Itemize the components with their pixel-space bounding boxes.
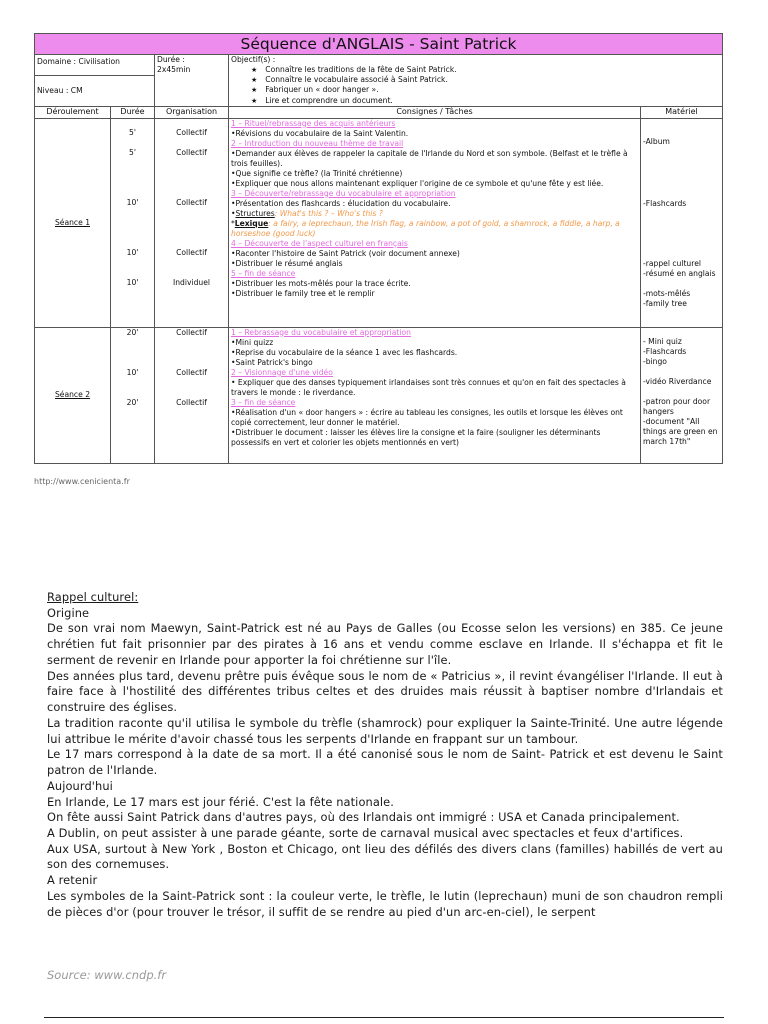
duree-label: Durée : [157, 55, 185, 64]
objectif-item: ★ Connaître le vocabulaire associé à Saint Patrick. [251, 75, 720, 85]
organisation: Collectif [176, 127, 207, 137]
materiel-item: -family tree [643, 298, 687, 308]
structures-line: •Structures: What's this ? – Who's this ? [231, 208, 383, 218]
duration: 20' [126, 327, 139, 337]
seance-1-durations [111, 118, 155, 327]
step-title: 1 – Rebrassage du vocabulaire et appropriation [231, 327, 411, 337]
step-title: 4 – Découverte de l'aspect culturel en français [231, 238, 408, 248]
consigne-line: •Raconter l'histoire de Saint Patrick (voir document annexe) [231, 248, 460, 258]
domaine-label: Domaine : Civilisation [37, 57, 120, 66]
seance-1-consignes [229, 118, 641, 327]
sheet-title: Séquence d'ANGLAIS - Saint Patrick [35, 34, 723, 55]
section-aujourdhui: Aujourd'hui [47, 778, 113, 793]
consigne-line: •Distribuer le résumé anglais [231, 258, 343, 268]
sequence-table [34, 33, 723, 464]
materiel-item: -mots-mêlés [643, 288, 691, 298]
header-organisation: Organisation [155, 107, 229, 119]
paragraph: On fête aussi Saint Patrick dans d'autres pays, où des Irlandais ont immigré : USA et Canada principalement. [47, 810, 680, 825]
step-title: 2 – Visionnage d'une vidéo [231, 367, 333, 377]
seance-1-materiel [641, 118, 723, 327]
objectif-item: ★ Connaître les traditions de la fête de Saint Patrick. [251, 65, 720, 75]
organisation: Collectif [176, 327, 207, 337]
objectifs-cell [229, 55, 723, 107]
source-cndp: Source: www.cndp.fr [47, 968, 167, 982]
materiel-item: -document "All things are green en march 17th" [643, 416, 718, 446]
duree-cell [155, 55, 229, 107]
consigne-line: •Mini quizz [231, 337, 274, 347]
seance-1-label: Séance 1 [35, 118, 111, 327]
materiel-item: -bingo [643, 356, 667, 366]
sequence-sheet [34, 33, 722, 464]
rappel-heading: Rappel culturel: [47, 590, 139, 604]
consigne-line: •Réalisation d'un « door hangers » : écrire au tableau les consignes, les outils et lorsque les élèves ont copié correctement, leur donner le matériel. [231, 407, 623, 427]
step-title: 3 – Découverte/rebrassage du vocabulaire et appropriation [231, 188, 456, 198]
materiel-item: -vidéo Riverdance [643, 376, 712, 386]
step-title: 1 – Rituel/rebrassage des acquis antérieurs [231, 118, 396, 128]
organisation: Collectif [176, 147, 207, 157]
seance-2-label: Séance 2 [35, 327, 111, 463]
paragraph: La tradition raconte qu'il utilisa le symbole du trèfle (shamrock) pour expliquer la Sainte-Trinité. Une autre légende lui attribue le mérite d'avoir chassé tous les serpents d'Irlande en frappant sur un tambour. [47, 715, 723, 746]
paragraph: En Irlande, Le 17 mars est jour férié. C'est la fête nationale. [47, 794, 395, 809]
objectifs-label: Objectif(s) : [231, 55, 276, 64]
consigne-line: •Distribuer le document : laisser les élèves lire la consigne et la faire (souligner les déterminants possessifs en vert et colorier les objets mentionnés en vert) [231, 427, 601, 447]
seance-1-organisations [155, 118, 229, 327]
lexique-line: *Lexique: a fairy, a leprechaun, the Irish flag, a rainbow, a pot of gold, a shamrock, a fiddle, a harp, a horseshoe (good luck) [231, 218, 620, 238]
niveau-label: Niveau : CM [37, 85, 83, 95]
domaine-cell [35, 55, 155, 76]
materiel-item: -rappel culturel [643, 258, 701, 268]
consigne-line: • Expliquer que des danses typiquement irlandaises sont très connues et qu'on en fait des spectacles à travers le monde : le riverdance. [231, 377, 626, 397]
rappel-culturel [47, 590, 723, 920]
duration: 5' [129, 147, 136, 157]
duration: 20' [126, 397, 139, 407]
consigne-line: •Distribuer le family tree et le remplir [231, 288, 375, 298]
consigne-line: •Présentation des flashcards : élucidation du vocabulaire. [231, 198, 451, 208]
seance-2-organisations [155, 327, 229, 463]
consigne-line: •Saint Patrick's bingo [231, 357, 313, 367]
organisation: Individuel [172, 277, 210, 287]
organisation: Collectif [176, 247, 207, 257]
source-link[interactable]: http://www.cenicienta.fr [34, 477, 130, 486]
objectif-item: ★ Fabriquer un « door hanger ». [251, 85, 720, 95]
duree-value: 2x45min [157, 65, 191, 75]
consigne-line: •Expliquer que nous allons maintenant expliquer l'origine de ce symbole et qu'une fête y est liée. [231, 178, 604, 188]
paragraph: De son vrai nom Maewyn, Saint-Patrick est né au Pays de Galles (ou Ecosse selon les versions) en 385. Ce jeune chrétien fut fait prisonnier par des pirates à 16 ans et vendu comme esclave en Irlande. Il s'échappa et fit le serment de revenir en Irlande pour apporter la foi chrétienne sur l'île. [47, 621, 723, 667]
materiel-item: -Flashcards [643, 346, 687, 356]
duration: 10' [126, 367, 139, 377]
objectif-item: ★ Lire et comprendre un document. [251, 96, 720, 106]
organisation: Collectif [176, 197, 207, 207]
duration: 5' [129, 127, 136, 137]
section-retenir: A retenir [47, 873, 98, 888]
step-title: 2 – Introduction du nouveau thème de travail [231, 138, 404, 148]
duration: 10' [126, 197, 139, 207]
header-materiel: Matériel [641, 107, 723, 119]
materiel-item: -résumé en anglais [643, 268, 716, 278]
materiel-item: -Flashcards [643, 198, 687, 208]
seance-2-durations [111, 327, 155, 463]
duration: 10' [126, 247, 139, 257]
step-title: 3 – fin de séance [231, 397, 296, 407]
organisation: Collectif [176, 397, 207, 407]
paragraph: A Dublin, on peut assister à une parade géante, sorte de carnaval musical avec spectacles et feux d'artifices. [47, 826, 684, 841]
seance-2-consignes [229, 327, 641, 463]
consigne-line: •Que signifie ce trèfle? (la Trinité chrétienne) [231, 168, 403, 178]
consigne-line: •Demander aux élèves de rappeler la capitale de l'Irlande du Nord et son symbole. (Belfast et le trèfle à trois feuilles). [231, 148, 628, 168]
duration: 10' [126, 277, 139, 287]
seance-2-materiel [641, 327, 723, 463]
objectifs-list [231, 65, 720, 106]
section-origine: Origine [47, 605, 90, 620]
paragraph: Le 17 mars correspond à la date de sa mort. Il a été canonisé sous le nom de Saint- Patrick et est devenu le Saint patron de l'Irlande. [47, 747, 723, 778]
niveau-cell [35, 76, 155, 107]
paragraph: Les symboles de la Saint-Patrick sont : la couleur verte, le trèfle, le lutin (leprechaun) muni de son chaudron rempli de pièces d'or (pour trouver le trésor, il suffit de se rendre au pied d'un arc-en-ciel), le serpent [47, 888, 723, 919]
header-deroulement: Déroulement [35, 107, 111, 119]
consigne-line: •Distribuer les mots-mêlés pour la trace écrite. [231, 278, 411, 288]
consigne-line: •Reprise du vocabulaire de la séance 1 avec les flashcards. [231, 347, 458, 357]
materiel-item: -Album [643, 136, 670, 146]
materiel-item: - Mini quiz [643, 336, 682, 346]
step-title: 5 – fin de séance [231, 268, 296, 278]
bottom-rule [44, 1017, 724, 1018]
materiel-item: -patron pour door hangers [643, 396, 711, 416]
organisation: Collectif [176, 367, 207, 377]
header-consignes: Consignes / Tâches [229, 107, 641, 119]
paragraph: Aux USA, surtout à New York , Boston et Chicago, ont lieu des défilés des divers clans (familles) habillés de vert au son des cornemuses. [47, 841, 723, 872]
paragraph: Des années plus tard, devenu prêtre puis évêque sous le nom de « Patricius », il revint évangéliser l'Irlande. Il eut à faire face à l'hostilité des différentes tribus celtes et des druides mais réussit à baptiser nombre d'Irlandais et construire des églises. [47, 668, 723, 715]
consigne-line: •Révisions du vocabulaire de la Saint Valentin. [231, 128, 409, 138]
header-duree: Durée [111, 107, 155, 119]
